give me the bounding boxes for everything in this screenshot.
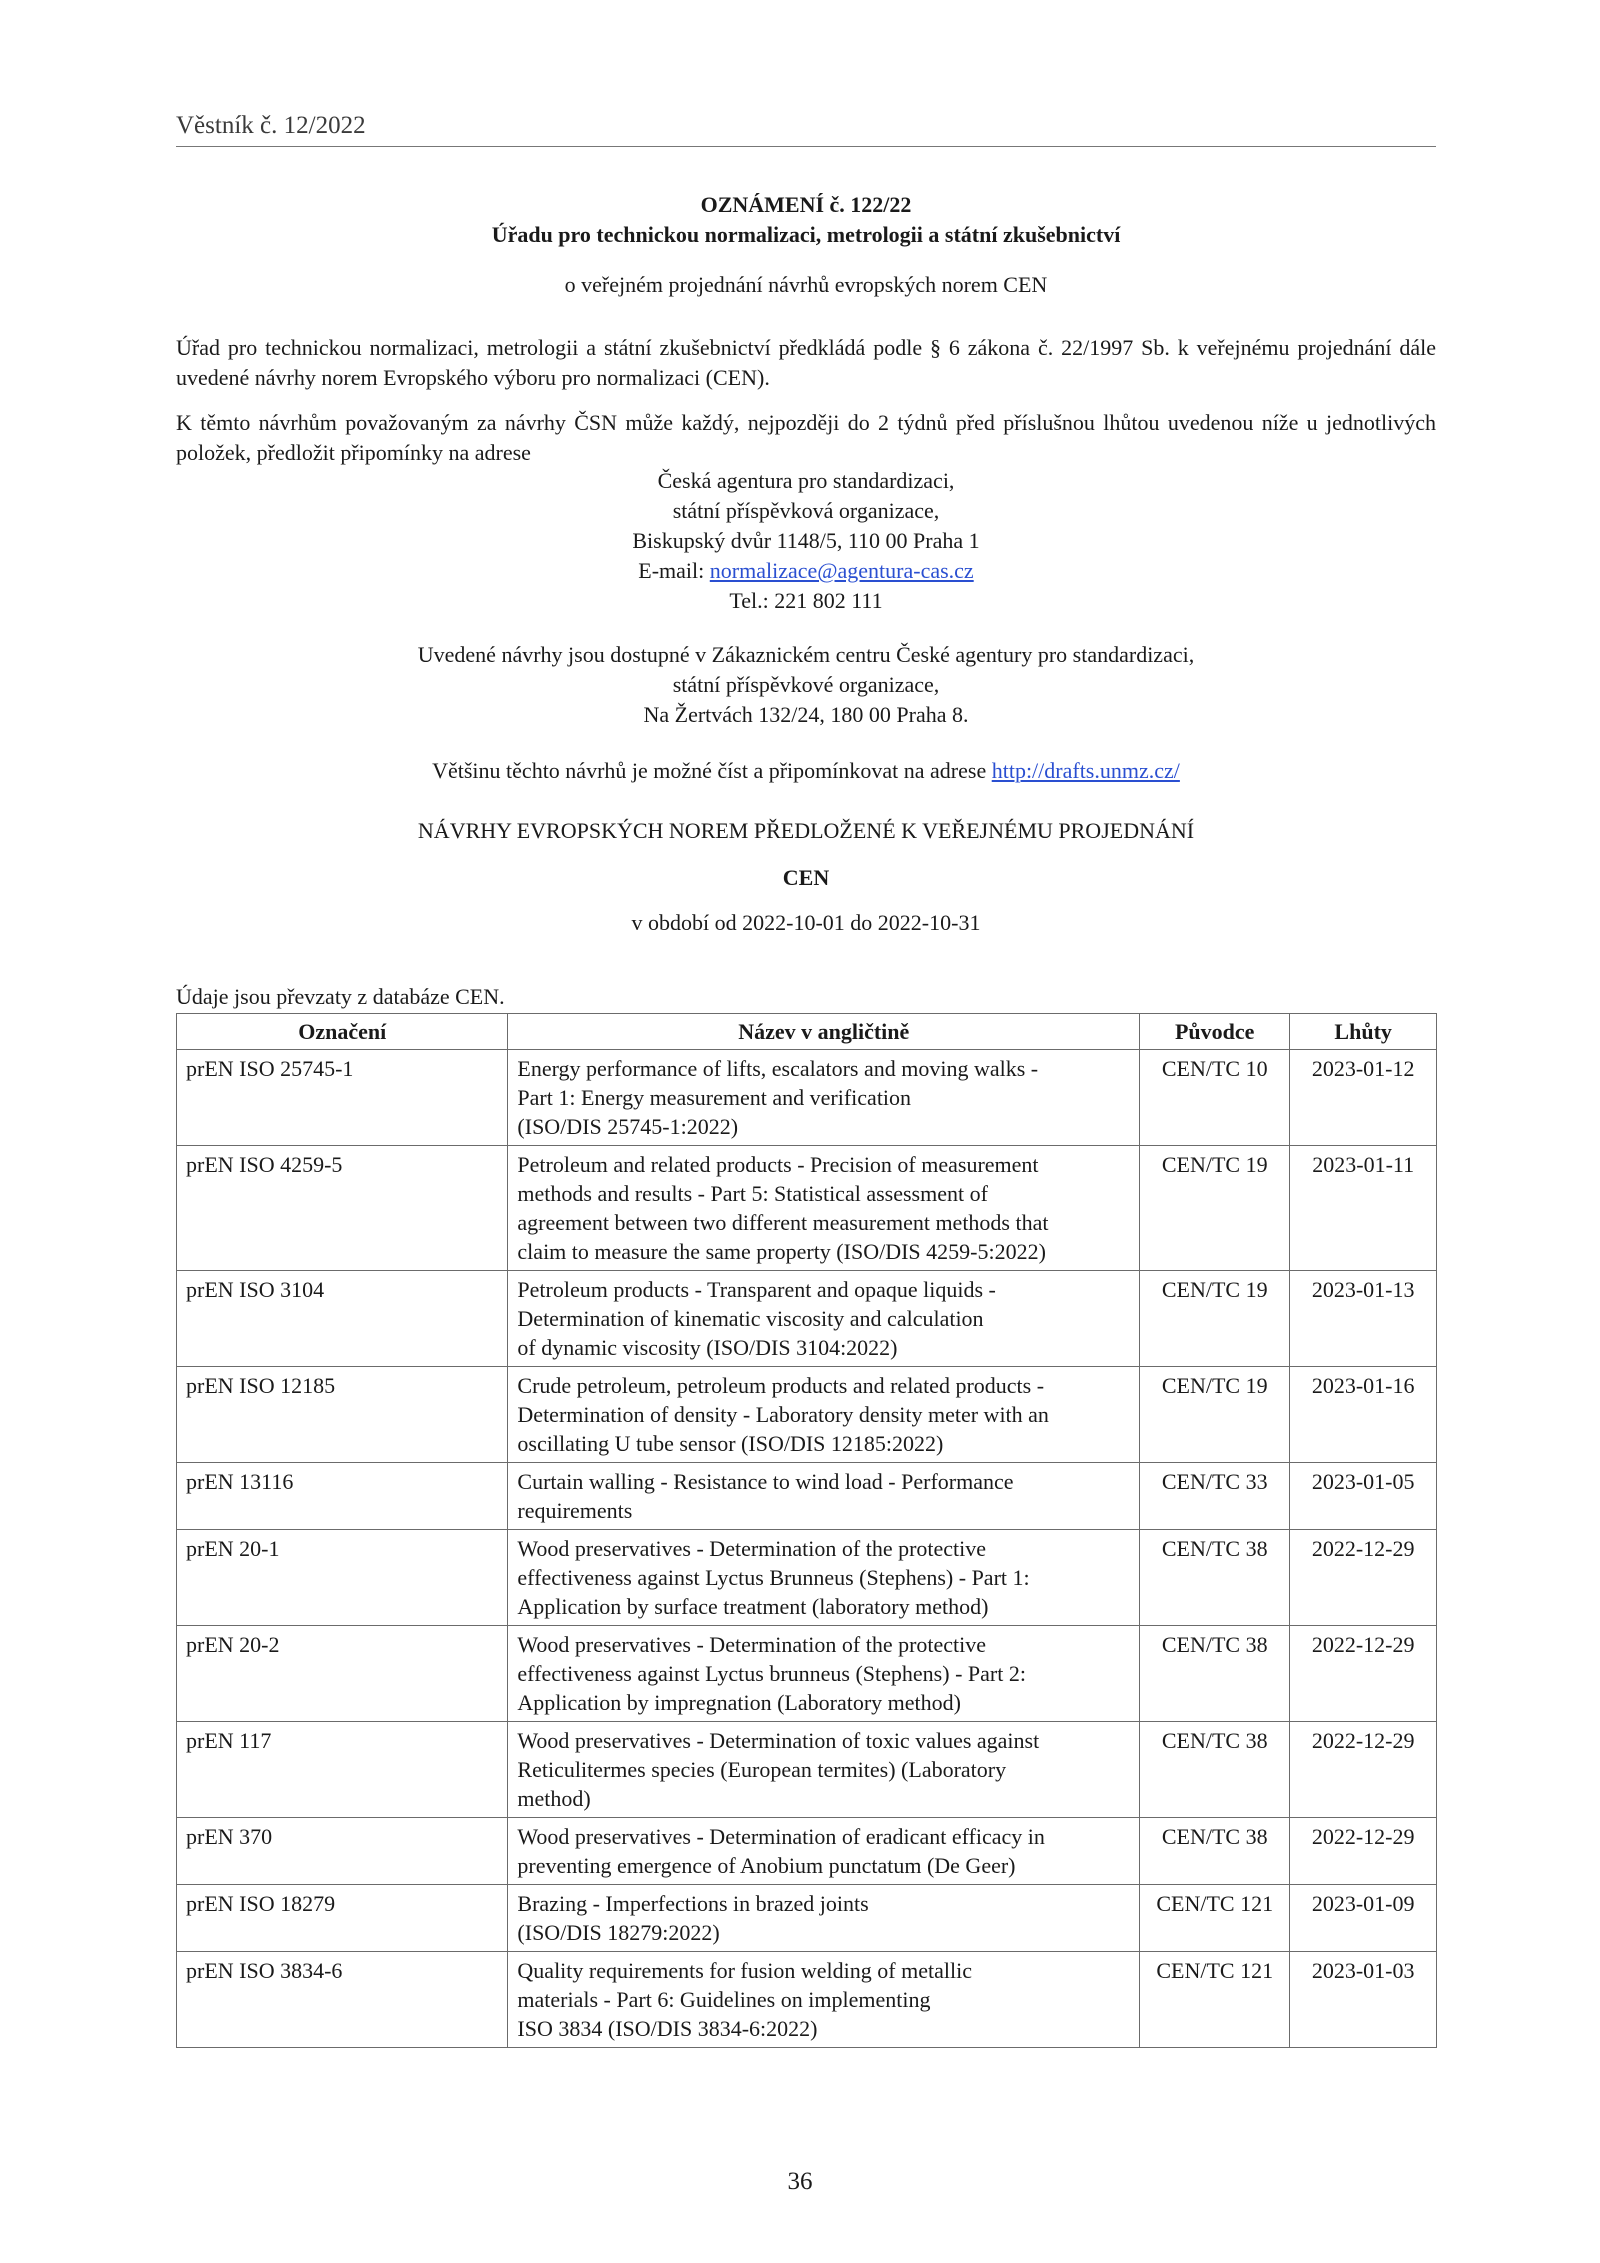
- origin-cell: CEN/TC 38: [1140, 1722, 1290, 1818]
- email-link[interactable]: normalizace@agentura-cas.cz: [709, 558, 974, 583]
- title-cell: [508, 1271, 1140, 1367]
- column-header-origin: Původce: [1140, 1014, 1290, 1050]
- title-line: requirements: [517, 1498, 633, 1523]
- table-row: [177, 1530, 1437, 1626]
- comments-paragraph: K těmto návrhům považovaným za návrhy ČSN může každý, nejpozději do 2 týdnů před příslušnou lhůtou uvedenou níže u jednotlivých položek, předložit připomínky na adrese: [176, 410, 1436, 465]
- drafts-web-note: [176, 756, 1436, 786]
- announcement-title-block: [176, 190, 1436, 300]
- title-line: Wood preservatives - Determination of the protective: [517, 1632, 987, 1657]
- title-line: Curtain walling - Resistance to wind load - Performance: [517, 1469, 1014, 1494]
- table-row: [177, 1271, 1437, 1367]
- title-line: agreement between two different measurement methods that: [517, 1210, 1049, 1235]
- designation-cell: prEN 20-1: [177, 1530, 508, 1626]
- column-header-designation: Označení: [177, 1014, 508, 1050]
- column-header-title: Název v angličtině: [508, 1014, 1140, 1050]
- header-divider: [176, 146, 1436, 147]
- title-line: of dynamic viscosity (ISO/DIS 3104:2022): [517, 1335, 898, 1360]
- address-line-2: státní příspěvková organizace,: [672, 498, 940, 523]
- table-row: [177, 1626, 1437, 1722]
- title-line: Energy performance of lifts, escalators and moving walks -: [517, 1056, 1039, 1081]
- title-cell: [508, 1367, 1140, 1463]
- origin-cell: CEN/TC 19: [1140, 1367, 1290, 1463]
- issuing-office: Úřadu pro technickou normalizaci, metrologii a státní zkušebnictví: [491, 222, 1121, 247]
- title-line: Quality requirements for fusion welding of metallic: [517, 1958, 972, 1983]
- deadline-cell: 2023-01-05: [1290, 1463, 1437, 1530]
- table-row: [177, 1818, 1437, 1885]
- title-line: method): [517, 1786, 591, 1811]
- title-cell: [508, 1952, 1140, 2048]
- designation-cell: prEN 20-2: [177, 1626, 508, 1722]
- address-email: [176, 556, 1436, 586]
- designation-cell: prEN ISO 3104: [177, 1271, 508, 1367]
- title-line: Wood preservatives - Determination of eradicant efficacy in: [517, 1824, 1045, 1849]
- announcement-subject: o veřejném projednání návrhů evropských norem CEN: [564, 272, 1048, 297]
- journal-header: Věstník č. 12/2022: [176, 112, 366, 139]
- table-row: [177, 1050, 1437, 1146]
- deadline-cell: 2023-01-11: [1290, 1146, 1437, 1271]
- title-line: materials - Part 6: Guidelines on implementing: [517, 1987, 931, 2012]
- title-line: claim to measure the same property (ISO/DIS 4259-5:2022): [517, 1239, 1046, 1264]
- deadline-cell: 2022-12-29: [1290, 1722, 1437, 1818]
- announcement-number: OZNÁMENÍ č. 122/22: [700, 192, 912, 217]
- table-row: [177, 1722, 1437, 1818]
- designation-cell: prEN ISO 12185: [177, 1367, 508, 1463]
- table-header-row: [177, 1014, 1437, 1050]
- designation-cell: prEN 117: [177, 1722, 508, 1818]
- origin-cell: CEN/TC 10: [1140, 1050, 1290, 1146]
- title-line: Crude petroleum, petroleum products and related products -: [517, 1373, 1045, 1398]
- deadline-cell: 2022-12-29: [1290, 1818, 1437, 1885]
- title-cell: [508, 1530, 1140, 1626]
- origin-cell: CEN/TC 19: [1140, 1146, 1290, 1271]
- title-cell: [508, 1463, 1140, 1530]
- section-heading: NÁVRHY EVROPSKÝCH NOREM PŘEDLOŽENÉ K VEŘEJNÉMU PROJEDNÁNÍ: [417, 818, 1195, 843]
- centre-line-2: státní příspěvkové organizace,: [672, 672, 940, 697]
- deadline-cell: 2023-01-09: [1290, 1885, 1437, 1952]
- origin-cell: CEN/TC 38: [1140, 1530, 1290, 1626]
- title-line: Brazing - Imperfections in brazed joints: [517, 1891, 869, 1916]
- table-row: [177, 1367, 1437, 1463]
- title-cell: [508, 1146, 1140, 1271]
- title-line: (ISO/DIS 18279:2022): [517, 1920, 720, 1945]
- address-line-3: Biskupský dvůr 1148/5, 110 00 Praha 1: [632, 528, 980, 553]
- title-cell: [508, 1885, 1140, 1952]
- origin-cell: CEN/TC 38: [1140, 1818, 1290, 1885]
- section-period: v období od 2022-10-01 do 2022-10-31: [631, 910, 981, 935]
- centre-line-3: Na Žertvách 132/24, 180 00 Praha 8.: [643, 702, 969, 727]
- deadline-cell: 2023-01-12: [1290, 1050, 1437, 1146]
- source-note: Údaje jsou převzaty z databáze CEN.: [176, 984, 505, 1009]
- deadline-cell: 2023-01-13: [1290, 1271, 1437, 1367]
- table-row: [177, 1885, 1437, 1952]
- title-line: Determination of kinematic viscosity and calculation: [517, 1306, 984, 1331]
- origin-cell: CEN/TC 121: [1140, 1952, 1290, 2048]
- designation-cell: prEN ISO 25745-1: [177, 1050, 508, 1146]
- title-line: Application by impregnation (Laboratory method): [517, 1690, 961, 1715]
- title-line: Petroleum products - Transparent and opaque liquids -: [517, 1277, 996, 1302]
- designation-cell: prEN ISO 4259-5: [177, 1146, 508, 1271]
- designation-cell: prEN ISO 3834-6: [177, 1952, 508, 2048]
- title-line: preventing emergence of Anobium punctatum (De Geer): [517, 1853, 1016, 1878]
- draft-standards-table: [176, 1013, 1437, 2048]
- origin-cell: CEN/TC 33: [1140, 1463, 1290, 1530]
- title-line: Determination of density - Laboratory density meter with an: [517, 1402, 1049, 1427]
- table-row: [177, 1146, 1437, 1271]
- centre-line-1: Uvedené návrhy jsou dostupné v Zákaznickém centru České agentury pro standardizaci,: [417, 642, 1195, 667]
- title-line: ISO 3834 (ISO/DIS 3834-6:2022): [517, 2016, 818, 2041]
- deadline-cell: 2023-01-16: [1290, 1367, 1437, 1463]
- title-line: methods and results - Part 5: Statistical assessment of: [517, 1181, 988, 1206]
- title-line: effectiveness against Lyctus Brunneus (Stephens) - Part 1:: [517, 1565, 1030, 1590]
- title-line: Part 1: Energy measurement and verification: [517, 1085, 912, 1110]
- page-number: 36: [787, 2168, 813, 2195]
- title-line: oscillating U tube sensor (ISO/DIS 12185:2022): [517, 1431, 944, 1456]
- section-organization: CEN: [782, 865, 830, 890]
- title-cell: [508, 1626, 1140, 1722]
- intro-paragraph: Úřad pro technickou normalizaci, metrologii a státní zkušebnictví předkládá podle § 6 zákona č. 22/1997 Sb. k veřejnému projednání dále uvedené návrhy norem Evropského výboru pro normalizaci (CEN).: [176, 335, 1436, 390]
- deadline-cell: 2022-12-29: [1290, 1530, 1437, 1626]
- deadline-cell: 2023-01-03: [1290, 1952, 1437, 2048]
- title-cell: [508, 1818, 1140, 1885]
- deadline-cell: 2022-12-29: [1290, 1626, 1437, 1722]
- designation-cell: prEN ISO 18279: [177, 1885, 508, 1952]
- origin-cell: CEN/TC 38: [1140, 1626, 1290, 1722]
- title-cell: [508, 1050, 1140, 1146]
- designation-cell: prEN 13116: [177, 1463, 508, 1530]
- title-line: Wood preservatives - Determination of toxic values against: [517, 1728, 1040, 1753]
- designation-cell: prEN 370: [177, 1818, 508, 1885]
- origin-cell: CEN/TC 19: [1140, 1271, 1290, 1367]
- customer-centre-info: [176, 640, 1436, 730]
- title-line: Application by surface treatment (laboratory method): [517, 1594, 989, 1619]
- table-row: [177, 1952, 1437, 2048]
- comments-address: [176, 466, 1436, 616]
- title-line: Reticulitermes species (European termites) (Laboratory: [517, 1757, 1007, 1782]
- address-line-1: Česká agentura pro standardizaci,: [657, 468, 955, 493]
- web-note-text: Většinu těchto návrhů je možné číst a připomínkovat na adrese: [432, 758, 992, 783]
- title-line: Wood preservatives - Determination of the protective: [517, 1536, 987, 1561]
- email-label: E-mail:: [638, 558, 710, 583]
- title-line: Petroleum and related products - Precision of measurement: [517, 1152, 1039, 1177]
- title-cell: [508, 1722, 1140, 1818]
- column-header-deadline: Lhůty: [1290, 1014, 1437, 1050]
- address-phone: Tel.: 221 802 111: [729, 588, 883, 613]
- title-line: effectiveness against Lyctus brunneus (Stephens) - Part 2:: [517, 1661, 1026, 1686]
- title-line: (ISO/DIS 25745-1:2022): [517, 1114, 739, 1139]
- drafts-link[interactable]: http://drafts.unmz.cz/: [991, 758, 1180, 783]
- table-body: [177, 1050, 1437, 2048]
- table-row: [177, 1463, 1437, 1530]
- origin-cell: CEN/TC 121: [1140, 1885, 1290, 1952]
